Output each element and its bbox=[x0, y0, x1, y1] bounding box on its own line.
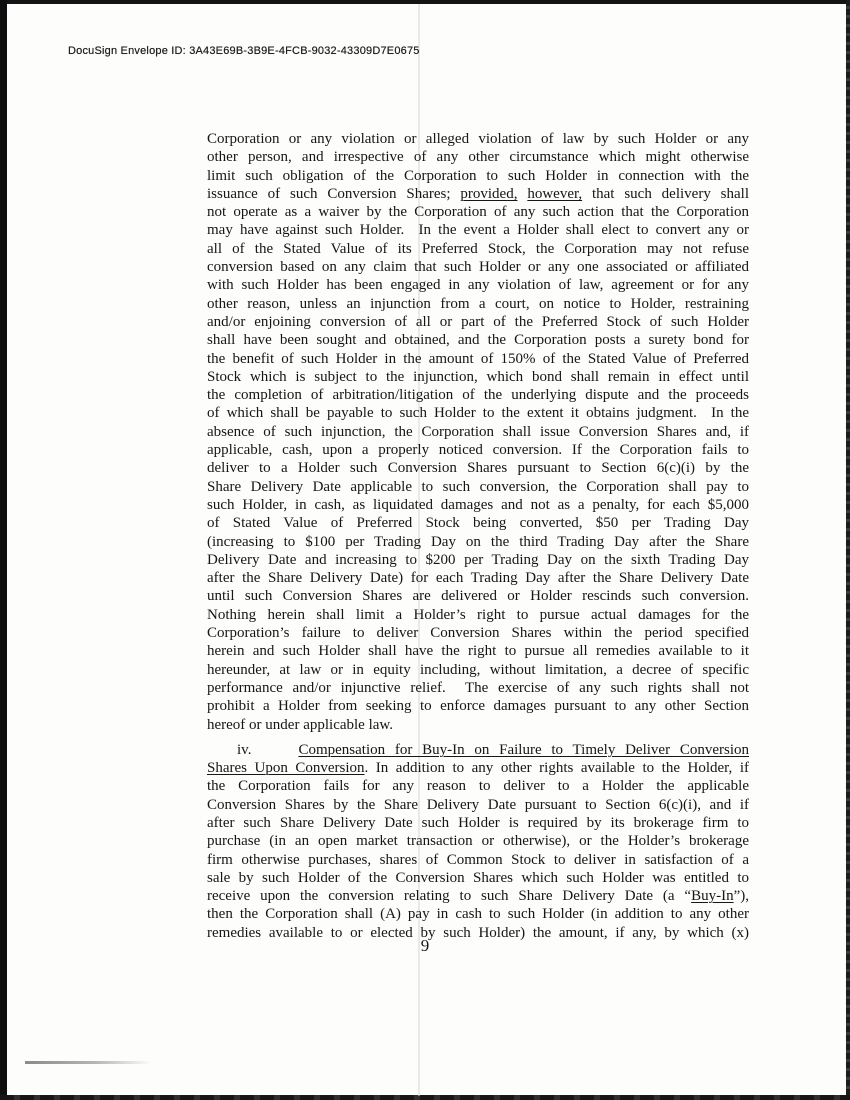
text-line: the Corporation fails for any reason to deliver to a Holder the applicable bbox=[207, 778, 749, 795]
scan-edge-right bbox=[846, 0, 850, 1100]
text-line: (increasing to $100 per Trading Day on the third Trading Day after the Share bbox=[207, 533, 749, 550]
scan-stray-mark bbox=[25, 1061, 152, 1064]
text-line: Shares Upon Conversion. In addition to any other rights available to the Holder, if bbox=[207, 760, 749, 777]
text-line: deliver to a Holder such Conversion Shares pursuant to Section 6(c)(i) by the bbox=[207, 460, 749, 477]
text-line: of Stated Value of Preferred Stock being converted, $50 per Trading Day bbox=[207, 515, 749, 532]
scan-edge-bottom bbox=[0, 1095, 850, 1100]
docusign-envelope-id: DocuSign Envelope ID: 3A43E69B-3B9E-4FCB-9032-43309D7E0675 bbox=[68, 45, 420, 57]
underlined-text: Compensation for Buy-In on Failure to Timely Deliver Conversion bbox=[298, 741, 749, 758]
text-line: not operate as a waiver by the Corporation of any such action that the Corporation bbox=[207, 204, 749, 221]
text-line: then the Corporation shall (A) pay in cash to such Holder (in addition to any other bbox=[207, 906, 749, 923]
text-line: limit such obligation of the Corporation to such Holder in connection with the bbox=[207, 167, 749, 184]
text-line: after the Share Delivery Date) for each Trading Day after the Share Delivery Date bbox=[207, 570, 749, 587]
text-line: prohibit a Holder from seeking to enforce damages pursuant to any other Section bbox=[207, 698, 749, 715]
text-line: iv. Compensation for Buy-In on Failure to Timely Deliver Conversion bbox=[207, 741, 749, 759]
text-line: conversion based on any claim that such Holder or any one associated or affiliated bbox=[207, 259, 749, 276]
text-line: until such Conversion Shares are delivered or Holder rescinds such conversion. bbox=[207, 588, 749, 605]
text-line: Nothing herein shall limit a Holder’s right to pursue actual damages for the bbox=[207, 606, 749, 623]
text-line: hereof or under applicable law. bbox=[207, 716, 394, 733]
scan-edge-left bbox=[0, 0, 7, 1100]
text-line: applicable, cash, upon a properly noticed conversion. If the Corporation fails to bbox=[207, 442, 749, 459]
text-line: such Holder, in cash, as liquidated damages and not as a penalty, for each $5,000 bbox=[207, 496, 749, 513]
text-line: absence of such injunction, the Corporation shall issue Conversion Shares and, if bbox=[207, 423, 749, 440]
underlined-text: however, bbox=[527, 185, 583, 202]
text-line: other reason, unless an injunction from a court, on notice to Holder, restraining bbox=[207, 295, 749, 312]
text-line: Corporation or any violation or alleged violation of law by such Holder or any bbox=[207, 131, 749, 147]
text-line: purchase (in an open market transaction or otherwise), or the Holder’s brokerage bbox=[207, 833, 749, 850]
text-line: of which shall be payable to such Holder to the extent it obtains judgment. In the bbox=[207, 405, 749, 422]
text-line: other person, and irrespective of any other circumstance which might otherwise bbox=[207, 149, 749, 166]
paragraph-buy-in-compensation bbox=[207, 741, 749, 942]
text-line: sale by such Holder of the Conversion Shares which such Holder was entitled to bbox=[207, 869, 749, 886]
text-line: with such Holder has been engaged in any violation of law, agreement or for any bbox=[207, 277, 749, 294]
text-line: hereunder, at law or in equity including, without limitation, a decree of specific bbox=[207, 661, 749, 678]
text-line: the benefit of such Holder in the amount of 150% of the Stated Value of Preferred bbox=[207, 350, 749, 367]
underlined-text: Buy-In bbox=[691, 888, 734, 905]
text-line: Conversion Shares by the Share Delivery Date pursuant to Section 6(c)(i), and if bbox=[207, 796, 749, 813]
text-line: remedies available to or elected by such Holder) the amount, if any, by which (x) bbox=[207, 924, 749, 941]
underlined-text: Shares Upon Conversion bbox=[207, 760, 365, 777]
paragraph-conversion-obligations bbox=[207, 130, 749, 734]
indent-spacer bbox=[207, 753, 237, 754]
document-body bbox=[207, 130, 749, 942]
text-line: after such Share Delivery Date such Holder is required by its brokerage firm to bbox=[207, 814, 749, 831]
underlined-text: provided, bbox=[460, 185, 518, 202]
indent-spacer bbox=[251, 753, 298, 754]
text-line: may have against such Holder. In the event a Holder shall elect to convert any or bbox=[207, 222, 749, 239]
text-line: issuance of such Conversion Shares; provided, however, that such delivery shall bbox=[207, 185, 749, 202]
text-line: receive upon the conversion relating to such Share Delivery Date (a “Buy-In”), bbox=[207, 888, 749, 905]
text-line: and/or enjoining conversion of all or part of the Preferred Stock of such Holder bbox=[207, 313, 749, 330]
scan-edge-top bbox=[0, 0, 850, 4]
text-line: performance and/or injunctive relief. The exercise of any such rights shall not bbox=[207, 679, 749, 696]
text-line: Delivery Date and increasing to $200 per Trading Day on the sixth Trading Day bbox=[207, 551, 749, 568]
text-line: firm otherwise purchases, shares of Common Stock to deliver in satisfaction of a bbox=[207, 851, 749, 868]
text-line: shall have been sought and obtained, and the Corporation posts a surety bond for bbox=[207, 332, 749, 349]
text-line: Stock which is subject to the injunction, which bond shall remain in effect until bbox=[207, 368, 749, 385]
text-line: the completion of arbitration/litigation of the underlying dispute and the proceeds bbox=[207, 387, 749, 404]
text-line: all of the Stated Value of its Preferred Stock, the Corporation may not refuse bbox=[207, 240, 749, 257]
page-number: 9 bbox=[420, 936, 430, 955]
text-line: Corporation’s failure to deliver Conversion Shares within the period specified bbox=[207, 625, 749, 642]
text-line: herein and such Holder shall have the right to pursue all remedies available to it bbox=[207, 643, 749, 660]
text-line: Share Delivery Date applicable to such conversion, the Corporation shall pay to bbox=[207, 478, 749, 495]
